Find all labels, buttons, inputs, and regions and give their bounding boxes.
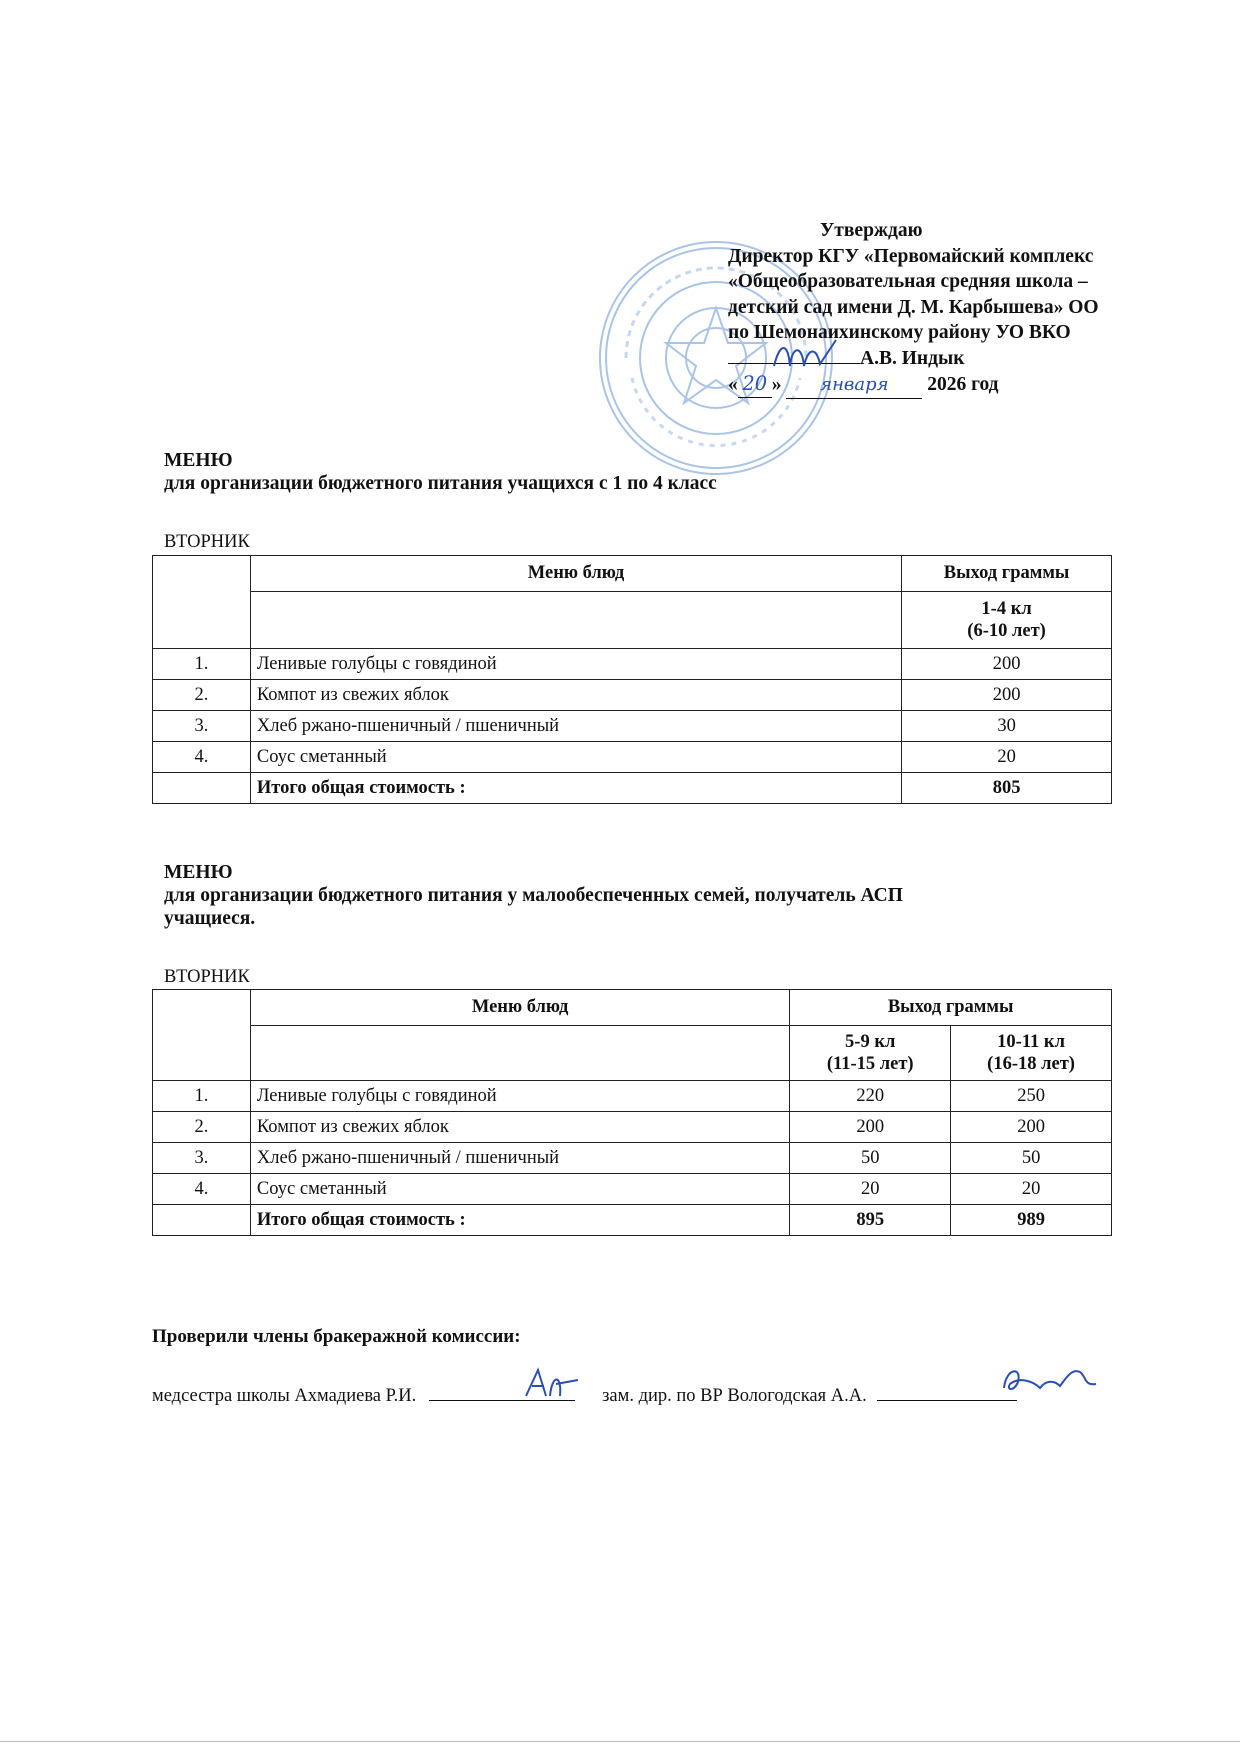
approval-date-day: 20 [738, 371, 772, 398]
section1-title-block [164, 449, 717, 495]
table-row: 1. Ленивые голубцы с говядиной 220 250 [153, 1081, 1112, 1112]
table1-total-label: Итого общая стоимость : [250, 773, 901, 804]
table2-output-header: Выход граммы [790, 990, 1112, 1026]
table2-total-value-2: 989 [951, 1205, 1112, 1236]
commission-title: Проверили члены бракеражной комиссии: [152, 1326, 521, 1347]
section2-subtitle-1: для организации бюджетного питания у малообеспеченных семей, получатель АСП [164, 885, 903, 906]
approval-signer: А.В. Индык [860, 347, 965, 369]
commission-member-2: зам. дир. по ВР Вологодская А.А. [602, 1386, 867, 1406]
approval-date-month: января [786, 372, 922, 399]
table1-output-header: Выход граммы [902, 556, 1112, 592]
section2-title: МЕНЮ [164, 862, 233, 883]
table2-group1-header: 5-9 кл (11-15 лет) [790, 1026, 951, 1081]
section2-title-block [164, 861, 903, 930]
table1-group1-header: 1-4 кл (6-10 лет) [902, 592, 1112, 649]
table2-header-row [153, 990, 1112, 1026]
approval-date-year: 2026 год [927, 374, 999, 395]
table-row: 3. Хлеб ржано-пшеничный / пшеничный 50 50 [153, 1143, 1112, 1174]
table-row: 4. Соус сметанный 20 20 [153, 1174, 1112, 1205]
approval-heading: Утверждаю [820, 220, 923, 241]
menu-table-2 [152, 989, 1112, 1236]
approval-line-2: «Общеобразовательная средняя школа – [728, 271, 1088, 292]
table2-total-row [153, 1205, 1112, 1236]
section2-day: ВТОРНИК [164, 967, 250, 987]
table2-subheader-row [153, 1026, 1112, 1081]
table-row: 4. Соус сметанный 20 [153, 742, 1112, 773]
menu-table-1 [152, 555, 1112, 804]
table2-total-value-1: 895 [790, 1205, 951, 1236]
table1-total-value: 805 [902, 773, 1112, 804]
commission-signers [152, 1382, 1017, 1407]
table-row: 1. Ленивые голубцы с говядиной 200 [153, 649, 1112, 680]
approval-line-1: Директор КГУ «Первомайский комплекс [728, 245, 1094, 267]
section1-day: ВТОРНИК [164, 532, 250, 552]
member2-signature-blank [877, 1382, 1017, 1401]
table-row: 2. Компот из свежих яблок 200 [153, 680, 1112, 711]
member2-signature [1000, 1362, 1100, 1398]
table-row: 2. Компот из свежих яблок 200 200 [153, 1112, 1112, 1143]
table1-num-header [153, 556, 251, 649]
table1-subheader-row [153, 592, 1112, 649]
approval-line-3: детский сад имени Д. М. Карбышева» ОО [728, 296, 1099, 318]
section1-subtitle: для организации бюджетного питания учащихся с 1 по 4 класс [164, 473, 717, 494]
section2-subtitle-2: учащиеся. [164, 908, 256, 929]
table2-group2-header: 10-11 кл (16-18 лет) [951, 1026, 1112, 1081]
approval-date-line: « 20 » января 2026 год [728, 371, 1198, 399]
commission-member-1: медсестра школы Ахмадиева Р.И. [152, 1386, 417, 1406]
table2-dishes-header: Меню блюд [250, 990, 789, 1026]
table1-total-row [153, 773, 1112, 804]
table2-dishes-sub [250, 1026, 789, 1081]
director-signature [770, 336, 840, 378]
table-row: 3. Хлеб ржано-пшеничный / пшеничный 30 [153, 711, 1112, 742]
table1-dishes-header: Меню блюд [250, 556, 901, 592]
page-bottom-edge [0, 1741, 1240, 1742]
table2-num-header [153, 990, 251, 1081]
table1-header-row [153, 556, 1112, 592]
approval-line-4: по Шемонаихинскому району УО ВКО [728, 322, 1071, 343]
section1-title: МЕНЮ [164, 450, 233, 471]
table1-dishes-sub [250, 592, 901, 649]
table2-total-label: Итого общая стоимость : [250, 1205, 789, 1236]
member1-signature [522, 1366, 582, 1402]
